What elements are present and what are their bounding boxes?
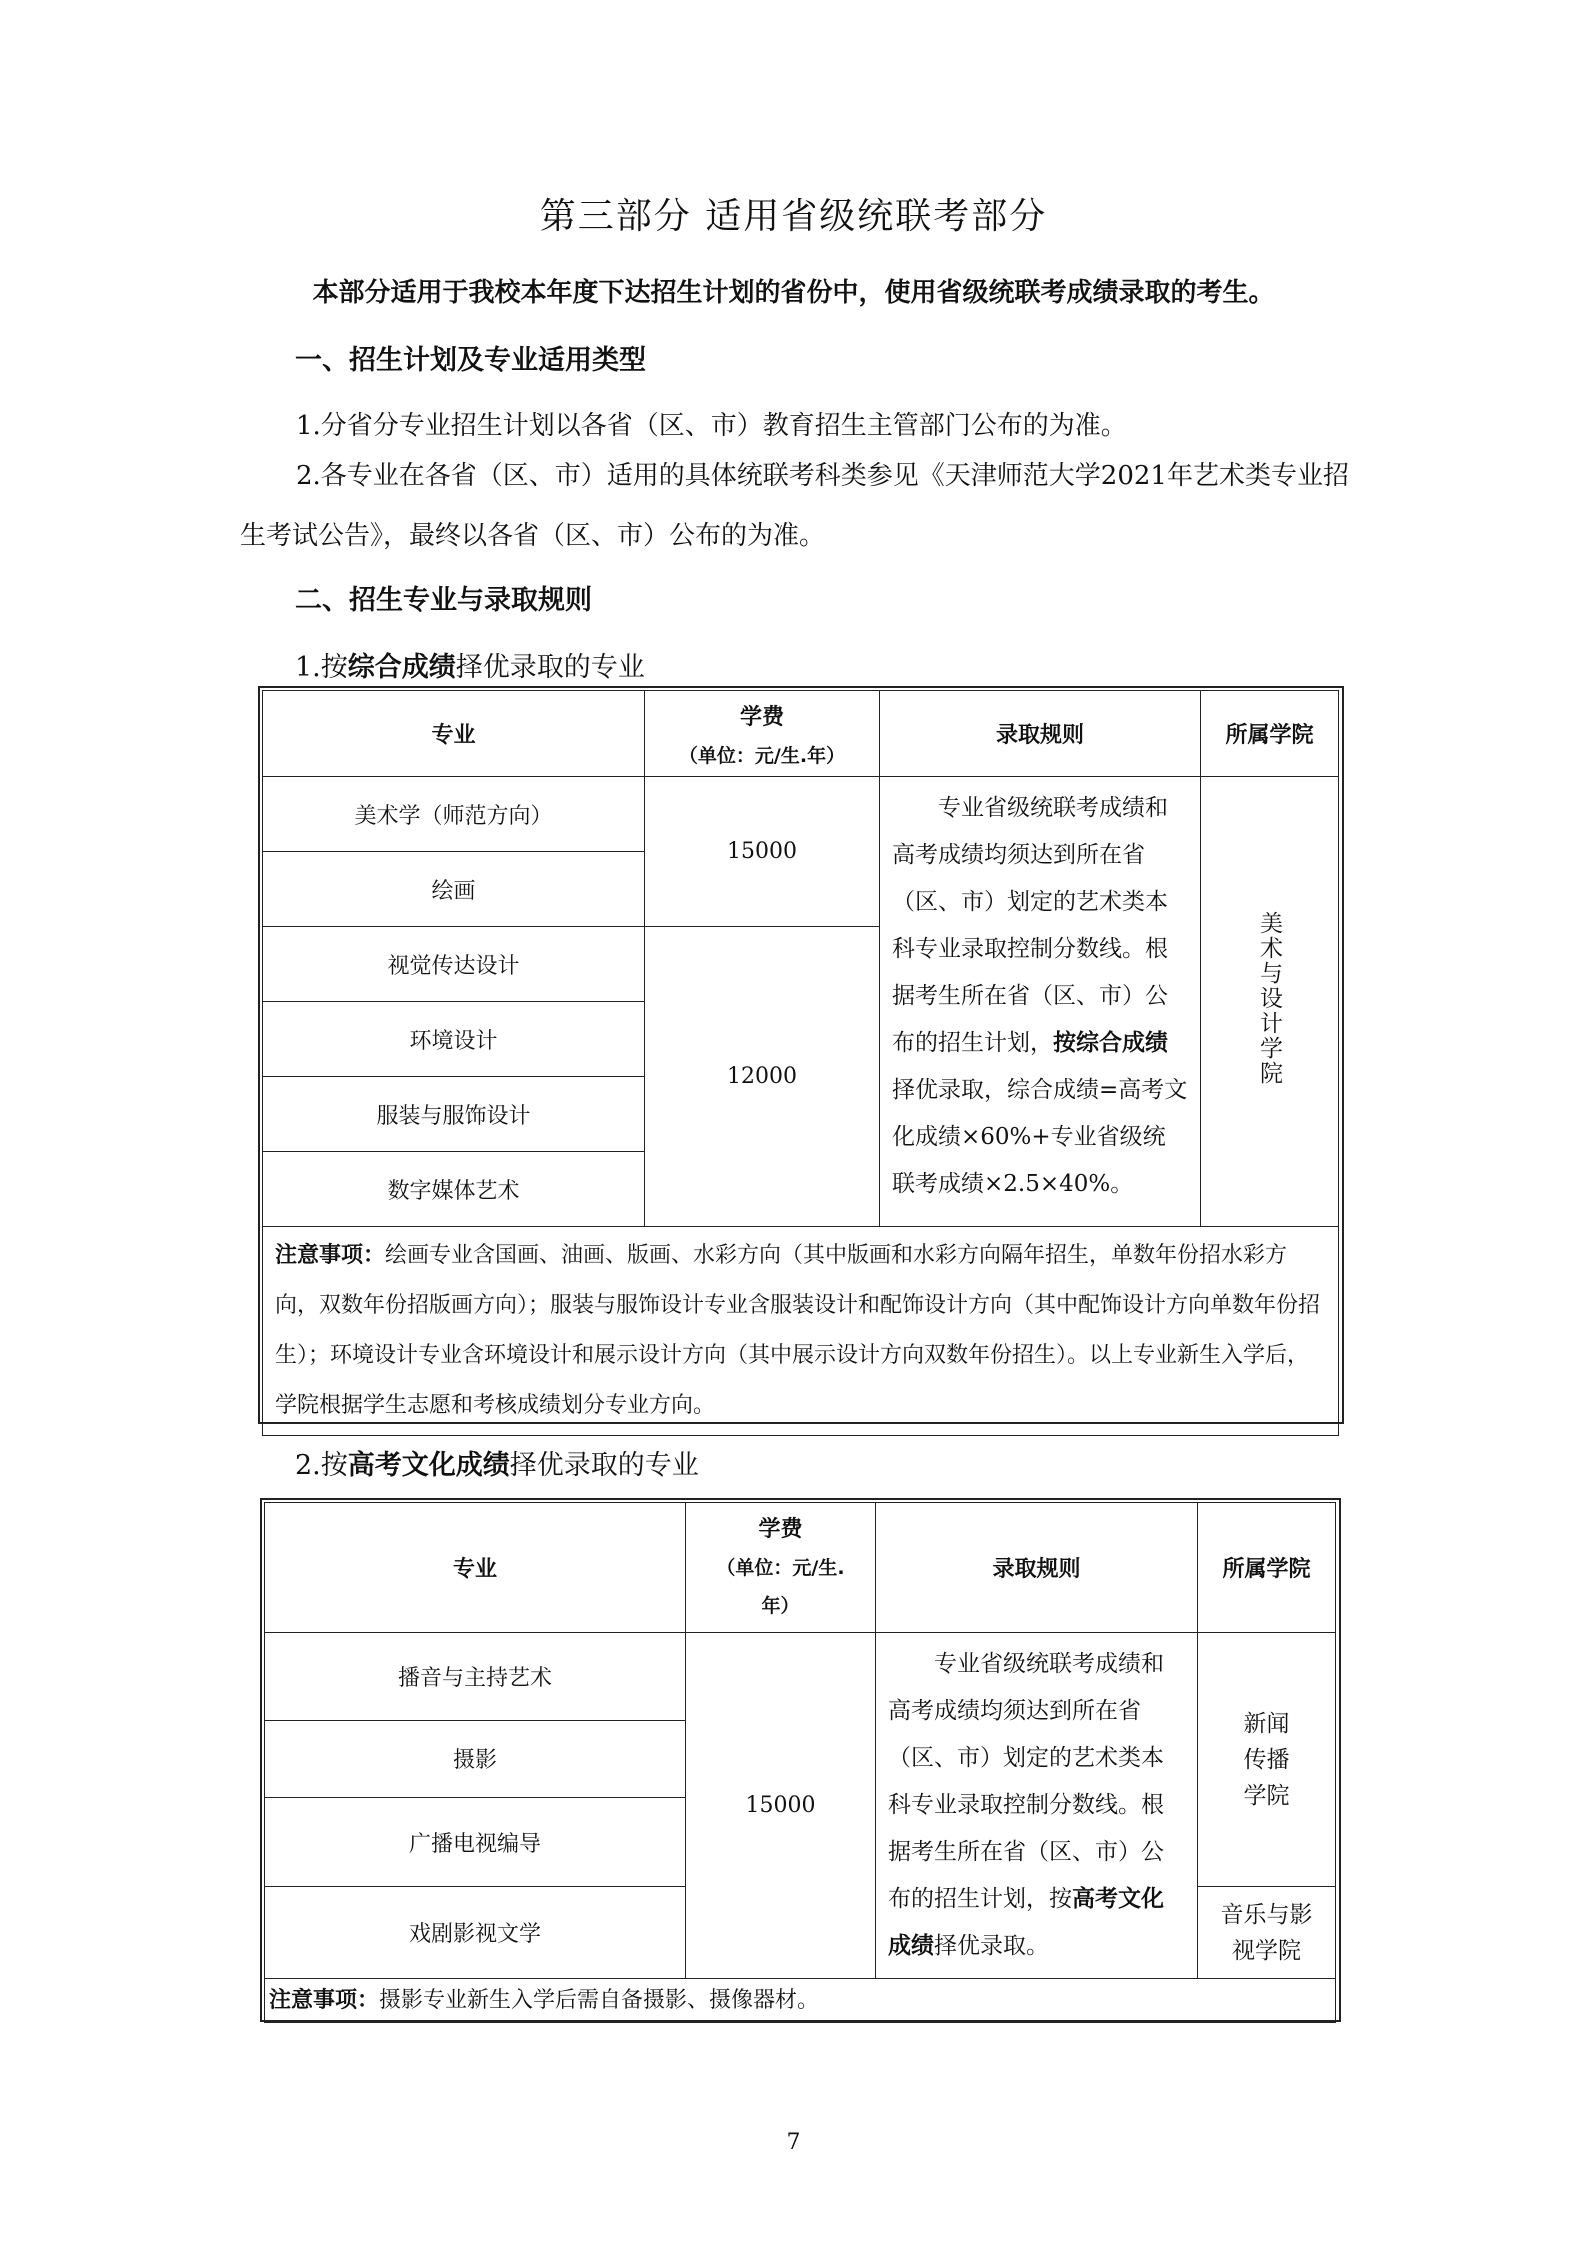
table2-college-b: 音乐与影视学院	[1198, 1887, 1336, 1979]
table1-major: 服装与服饰设计	[263, 1077, 645, 1152]
table1-header-rule: 录取规则	[880, 691, 1201, 777]
table2-header-fee: 学费 （单位：元/生. 年）	[686, 1503, 876, 1633]
table1-college: 美术与设计学院	[1201, 777, 1339, 1227]
table2-header-college: 所属学院	[1198, 1503, 1336, 1633]
section1-paragraph-2: 2.各专业在各省（区、市）适用的具体统联考科类参见《天津师范大学2021年艺术类专业招生考试公告》，最终以各省（区、市）公布的为准。	[240, 461, 1349, 551]
table2-rule: 专业省级统联考成绩和高考成绩均须达到所在省（区、市）划定的艺术类本科专业录取控制分数线。根据考生所在省（区、市）公布的招生计划，按高考文化成绩择优录取。	[876, 1633, 1198, 1979]
section1-heading: 一、招生计划及专业适用类型	[295, 345, 646, 376]
table2-caption: 2.按高考文化成绩择优录取的专业	[295, 1450, 699, 1481]
table1-header-major: 专业	[263, 691, 645, 777]
section1-paragraph-1: 1.分省分专业招生计划以各省（区、市）教育招生主管部门公布的为准。	[296, 411, 1127, 441]
table2-major: 摄影	[265, 1720, 686, 1797]
table2-major: 戏剧影视文学	[265, 1887, 686, 1979]
table1-major: 环境设计	[263, 1002, 645, 1077]
table2-college-a: 新闻传播学院	[1198, 1633, 1336, 1887]
table1-rule: 专业省级统联考成绩和高考成绩均须达到所在省（区、市）划定的艺术类本科专业录取控制分数线。根据考生所在省（区、市）公布的招生计划，按综合成绩择优录取，综合成绩=高考文化成绩×60%+专业省级统联考成绩×2.5×40%。	[880, 777, 1201, 1227]
table2-header-rule: 录取规则	[876, 1503, 1198, 1633]
table1-major: 绘画	[263, 852, 645, 927]
table2	[264, 1502, 1336, 2023]
table1-fee-b: 12000	[645, 927, 880, 1227]
table1-major: 美术学（师范方向）	[263, 777, 645, 852]
table1-fee-a: 15000	[645, 777, 880, 927]
table1-header-fee: 学费 （单位：元/生.年）	[645, 691, 880, 777]
table2-fee: 15000	[686, 1633, 876, 1979]
table1-major: 视觉传达设计	[263, 927, 645, 1002]
table1-major: 数字媒体艺术	[263, 1152, 645, 1227]
table2-major: 广播电视编导	[265, 1797, 686, 1887]
table2-major: 播音与主持艺术	[265, 1633, 686, 1721]
table1-caption: 1.按综合成绩择优录取的专业	[295, 652, 645, 683]
table2-header-major: 专业	[265, 1503, 686, 1633]
page-title: 第三部分 适用省级统联考部分	[539, 196, 1048, 237]
table2-note: 注意事项：摄影专业新生入学后需自备摄影、摄像器材。	[265, 1979, 1336, 2023]
page-number: 7	[786, 2130, 801, 2155]
section2-heading: 二、招生专业与录取规则	[295, 585, 592, 616]
intro-text: 本部分适用于我校本年度下达招生计划的省份中，使用省级统联考成绩录取的考生。	[312, 278, 1275, 308]
table1-header-college: 所属学院	[1201, 691, 1339, 777]
table1	[262, 690, 1339, 1436]
table1-note: 注意事项：绘画专业含国画、油画、版画、水彩方向（其中版画和水彩方向隔年招生，单数年份招水彩方向，双数年份招版画方向）；服装与服饰设计专业含服装设计和配饰设计方向（其中配饰设计方向单数年份招生）；环境设计专业含环境设计和展示设计方向（其中展示设计方向双数年份招生）。以上专业新生入学后，学院根据学生志愿和考核成绩划分专业方向。	[263, 1227, 1339, 1436]
